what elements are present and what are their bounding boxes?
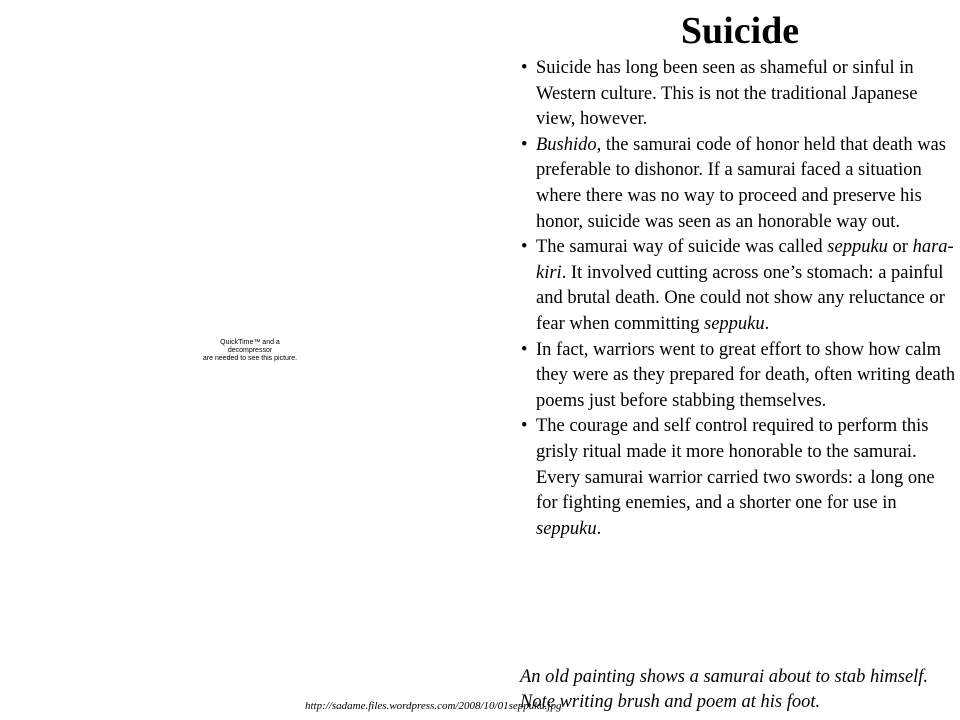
image-source-url: http://sadame.files.wordpress.com/2008/10/01seppuku.jpg [305, 700, 562, 712]
bullet-text: , the samurai code of honor held that death was preferable to dishonor. If a samurai faced a situation where there was no way to proceed and preserve his honor, suicide was seen as an honorable way out. [536, 134, 946, 232]
bullet-text-italic: seppuku [827, 237, 888, 258]
bullet-text: . [596, 518, 602, 539]
bullet-marker: • [521, 237, 528, 258]
placeholder-line: decompressor [227, 347, 273, 354]
bullet-list [520, 56, 956, 542]
bullet-text: . [764, 313, 770, 334]
bullet-marker: • [521, 58, 528, 78]
bullet-text-italic: hara-kiri [536, 237, 954, 283]
slide-title: Suicide [680, 10, 800, 52]
placeholder-line: QuickTime™ and a [220, 339, 280, 346]
bullet-text: The courage and self control required to perform this grisly ritual made it more honorable to the samurai. Every samurai warrior carried two swords: a long one for fighting enemies, and a shorter one for use in [536, 416, 935, 514]
bullet-item [520, 56, 956, 133]
image-caption: An old painting shows a samurai about to stab himself. Note writing brush and poem at his foot. [520, 667, 929, 712]
bullet-marker: • [521, 339, 528, 360]
bullet-marker: • [521, 134, 528, 155]
bullet-text-italic: seppuku [704, 313, 765, 334]
missing-image-placeholder [188, 339, 312, 373]
bullet-item [520, 235, 956, 337]
bullet-text: The samurai way of suicide was called [536, 237, 828, 258]
bullet-text: . It involved cutting across one’s stomach: a painful and brutal death. One could not show any reluctance or fear when committing [536, 262, 945, 334]
bullet-item [520, 338, 956, 415]
bullet-text: or [887, 237, 913, 258]
bullet-text-italic: Bushido [536, 134, 597, 155]
bullet-item [520, 133, 956, 235]
bullet-text: Suicide has long been seen as shameful or sinful in Western culture. This is not the traditional Japanese view, however. [536, 58, 918, 130]
bullet-item [520, 414, 956, 542]
bullet-text: In fact, warriors went to great effort to show how calm they were as they prepared for death, often writing death poems just before stabbing themselves. [536, 339, 956, 411]
bullet-text-italic: seppuku [536, 518, 597, 539]
placeholder-line: are needed to see this picture. [202, 355, 298, 362]
bullet-marker: • [521, 416, 528, 437]
